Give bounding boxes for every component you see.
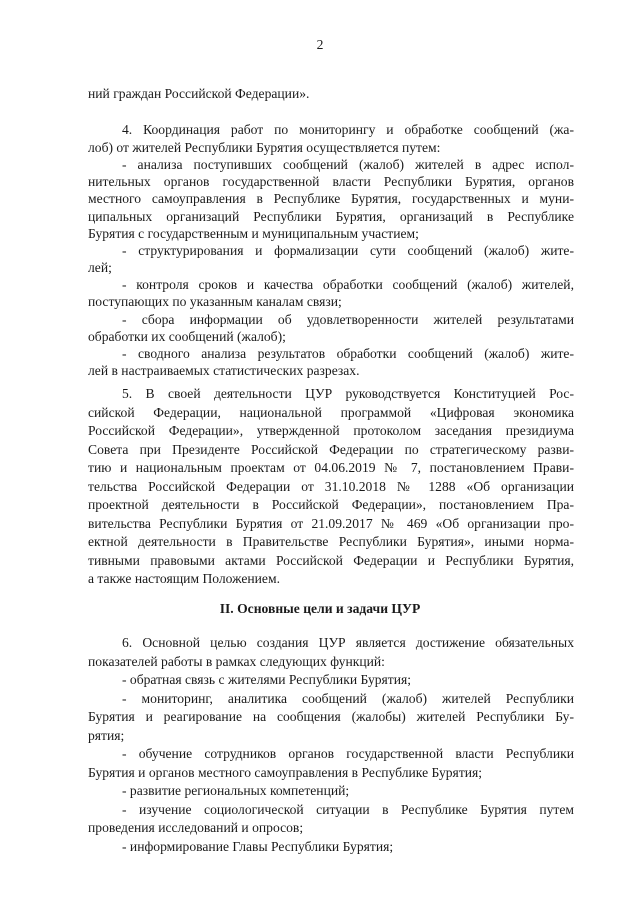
text-line: - информирование Главы Республики Бурятия; [122,839,394,854]
text-line: 5. В своей деятельности ЦУР руководствуется Конституцией Рос- [122,386,574,401]
text-line: 4. Координация работ по мониторингу и обработке сообщений (жа- [122,122,574,137]
text-line: лей; [88,260,112,275]
text-line: сийской Федерации, национальной программой «Цифровая экономика [88,405,574,420]
text-line: - анализа поступивших сообщений (жалоб) жителей в адрес испол- [122,157,574,172]
text-line: проектной деятельности в Российской Федерации», постановлением Пра- [88,497,574,512]
text-line: вительства Республики Бурятия от 21.09.2017 № 469 «Об организации про- [88,516,574,531]
text-line: ектной деятельности в Правительстве Республики Бурятия», иными норма- [88,534,574,549]
text-line: - сбора информации об удовлетворенности жителей результатами [122,312,574,327]
page-number: 2 [316,37,324,52]
text-line: ний граждан Российской Федерации». [88,86,310,101]
text-line: нительных органов государственной власти Республики Бурятия, органов [88,174,574,189]
text-line: - обучение сотрудников органов государственной власти Республики [122,746,574,761]
text-line: ципальных организаций Республики Бурятия, организаций в Республике [88,209,574,224]
text-line: тию и национальным проектам от 04.06.2019 № 7, постановлением Прави- [88,460,574,475]
text-line: а также настоящим Положением. [88,571,280,586]
section-heading: II. Основные цели и задачи ЦУР [219,601,421,616]
text-line: - контроля сроков и качества обработки сообщений (жалоб) жителей, [122,277,574,292]
text-line: - изучение социологической ситуации в Республике Бурятия путем [122,802,574,817]
text-line: лоб) от жителей Республики Бурятия осуществляется путем: [88,140,441,155]
text-line: - мониторинг, аналитика сообщений (жалоб) жителей Республики [122,691,574,706]
text-line: - сводного анализа результатов обработки сообщений (жалоб) жите- [122,346,574,361]
text-line: тельства Российской Федерации от 31.10.2018 № 1288 «Об организации [88,479,574,494]
text-line: обработки их сообщений (жалоб); [88,329,286,344]
text-line: - обратная связь с жителями Республики Бурятия; [122,672,412,687]
text-line: показателей работы в рамках следующих функций: [88,654,385,669]
text-line: - развитие региональных компетенций; [122,783,350,798]
text-line: 6. Основной целью создания ЦУР является достижение обязательных [122,635,574,650]
text-line: тивными правовыми актами Российской Федерации и Республики Бурятия, [88,553,574,568]
text-line: проведения исследований и опросов; [88,820,304,835]
text-line: местного самоуправления в Республике Бурятия, государственных и муни- [88,191,574,206]
text-line: - структурирования и формализации сути сообщений (жалоб) жите- [122,243,574,258]
text-line: поступающих по указанным каналам связи; [88,294,342,309]
text-line: Совета при Президенте Российской Федерации по стратегическому разви- [88,442,574,457]
text-line: Российской Федерации», утвержденной протоколом заседания президиума [88,423,574,438]
text-line: Бурятия и реагирование на сообщения (жалобы) жителей Республики Бу- [88,709,574,724]
text-line: рятия; [88,728,125,743]
text-line: лей в настраиваемых статистических разрезах. [88,363,360,378]
text-line: Бурятия с государственным и муниципальным участием; [88,226,419,241]
text-line: Бурятия и органов местного самоуправления в Республике Бурятия; [88,765,483,780]
